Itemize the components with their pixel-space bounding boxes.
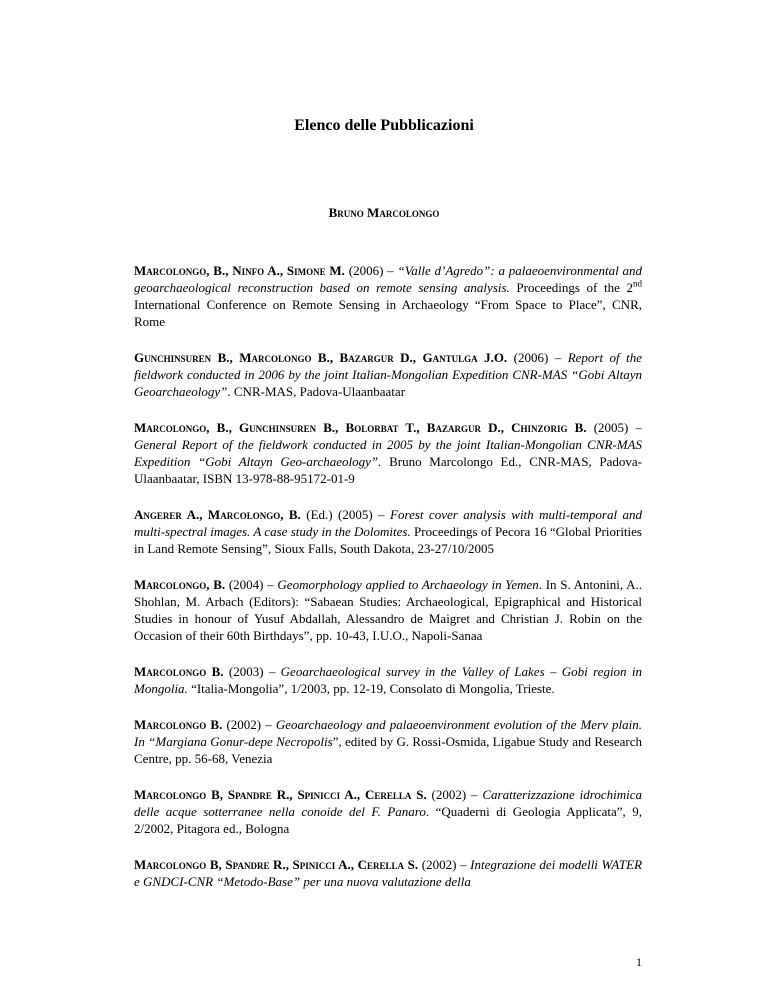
entry-details: ”, edited by G. Rossi-Osmida, Ligabue Study and Research Centre, pp. 56-68, Venezia: [134, 734, 642, 766]
entry-title: Integrazione dei modelli WATER e GNDCI-CNR “Metodo-Base” per una nuova valutazione della: [134, 857, 643, 889]
entry-title: Report of the fieldwork conducted in 2006 by the joint Italian-Mongolian Expedition CNR-MAS “Gobi Altayn Geoarchaeology”: [134, 350, 642, 399]
entry-title: Geoarchaeology and palaeoenvironment evolution of the Merv plain. In “Margiana Gonur-depe Necropolis: [134, 717, 643, 749]
entry-details: . In S. Antonini, A.. Shohlan, M. Arbach (Editors): “Sabaean Studies: Archaeological, Epigraphical and Historical Studies in honour of Yusuf Abdallah, Alessandro de Maigret and Christian J. Robin on the Occasion of their 60th Birthdays”, pp. 10-43, I.U.O., Napoli-Sanaa: [134, 577, 643, 643]
entry-authors: Marcolongo B, Spandre R., Spinicci A., Cerella S.: [134, 857, 419, 872]
publication-entry: [134, 663, 642, 697]
page-title: Elenco delle Pubblicazioni: [294, 117, 474, 134]
publication-entry: [134, 786, 642, 837]
entry-details: Proceedings of Pecora 16 “Global Priorities in Land Remote Sensing”, Sioux Falls, South Dakota, 23-27/10/2005: [134, 524, 642, 556]
entry-title: Geoarchaeological survey in the Valley of Lakes – Gobi region in Mongolia.: [134, 664, 642, 696]
entry-authors: Marcolongo B.: [134, 717, 223, 732]
entry-title: Forest cover analysis with multi-temporal and multi-spectral images. A case study in the Dolomites.: [134, 507, 643, 539]
entry-authors: Gunchinsuren B., Marcolongo B., Bazargur D., Gantulga J.O.: [134, 350, 508, 365]
entry-sup: nd: [633, 278, 642, 289]
entry-authors: Marcolongo B.: [134, 664, 224, 679]
entry-year: (2002) –: [226, 717, 272, 732]
entry-details: International Conference on Remote Sensing in Archaeology “From Space to Place”, CNR, Rome: [134, 297, 642, 329]
page-number: 1: [636, 955, 642, 969]
entry-year: (Ed.) (2005) –: [306, 507, 385, 522]
publication-entry: [134, 349, 642, 400]
entry-year: (2004) –: [228, 577, 274, 592]
entry-details: . “Quaderni di Geologia Applicata”, 9, 2/2002, Pitagora ed., Bologna: [134, 804, 642, 836]
entry-title: Geomorphology applied to Archaeology in Yemen: [277, 577, 539, 592]
entry-authors: Marcolongo B, Spandre R., Spinicci A., Cerella S.: [134, 787, 427, 802]
entry-title: General Report of the fieldwork conducted in 2005 by the joint Italian-Mongolian CNR-MAS Expedition “Gobi Altayn Geo-archaeology”.: [134, 437, 642, 469]
entry-authors: Angerer A., Marcolongo, B.: [134, 507, 301, 522]
publication-entry: [134, 419, 642, 487]
publication-list: [134, 262, 642, 909]
publication-entry: [134, 716, 642, 767]
author-name: Bruno Marcolongo: [328, 205, 440, 220]
entry-year: (2002) –: [421, 857, 467, 872]
entry-details: Proceedings of the 2: [516, 280, 633, 295]
publication-entry: [134, 262, 642, 330]
entry-year: (2006) –: [348, 263, 394, 278]
entry-year: (2005) –: [593, 420, 642, 435]
entry-details: Bruno Marcolongo Ed., CNR-MAS, Padova-Ulaanbaatar, ISBN 13-978-88-95172-01-9: [134, 454, 642, 486]
entry-year: (2002) –: [431, 787, 478, 802]
entry-authors: Marcolongo, B., Ninfo A., Simone M.: [134, 263, 345, 278]
entry-authors: Marcolongo, B.: [134, 577, 226, 592]
publication-entry: [134, 576, 642, 644]
publication-entry: [134, 856, 642, 890]
entry-year: (2006) –: [513, 350, 562, 365]
entry-year: (2003) –: [228, 664, 276, 679]
entry-title: Caratterizzazione idrochimica delle acque sotterranee nella conoide del F. Panaro: [134, 787, 642, 819]
entry-authors: Marcolongo, B., Gunchinsuren B., Bolorbat T., Bazargur D., Chinzorig B.: [134, 420, 587, 435]
entry-details: “Italia-Mongolia”, 1/2003, pp. 12-19, Consolato di Mongolia, Trieste.: [187, 681, 555, 696]
entry-title: “Valle d’Agredo”: a palaeoenvironmental and geoarchaeological reconstruction based on remote sensing analysis.: [134, 263, 643, 295]
entry-details: . CNR-MAS, Padova-Ulaanbaatar: [227, 384, 406, 399]
publication-entry: [134, 506, 642, 557]
